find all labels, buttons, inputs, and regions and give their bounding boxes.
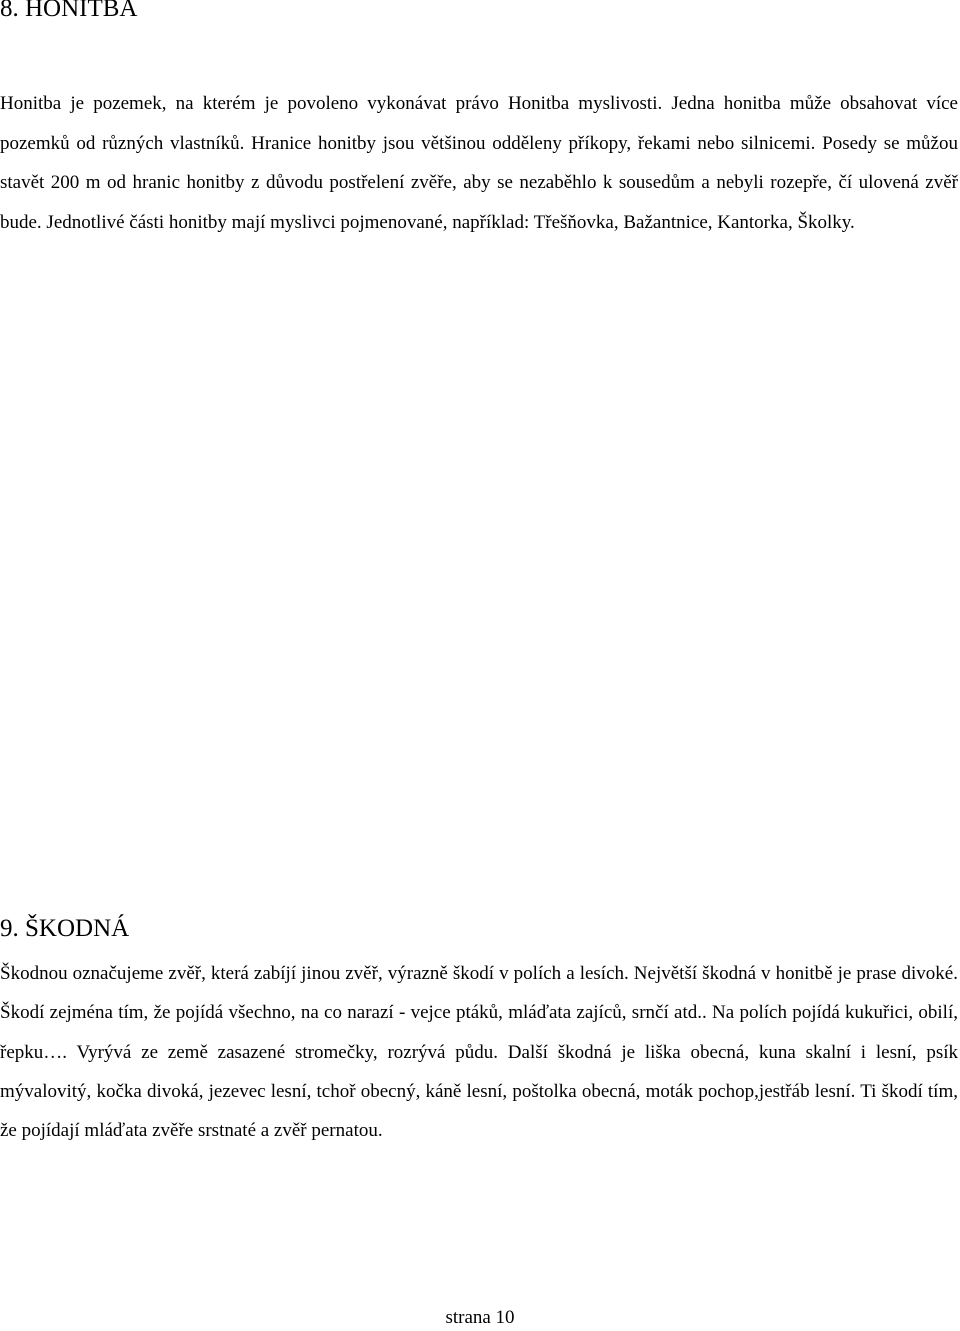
section-heading-honitba: 8. HONITBA [0, 0, 138, 22]
section-heading-skodna: 9. ŠKODNÁ [0, 915, 130, 942]
page-number: strana 10 [445, 1307, 515, 1328]
section-paragraph-honitba: Honitba je pozemek, na kterém je povoleno vykonávat právo Honitba myslivosti. Jedna honitba může obsahovat více pozemků od různých vlastníků. Hranice honitby jsou většinou odděleny příkopy, řekami nebo silnicemi. Posedy se můžou stavět 200 m od hranic honitby z důvodu postřelení zvěře, aby se nezaběhlo k sousedům a nebyli rozepře, čí ulovená zvěř bude. Jednotlivé části honitby mají myslivci pojmenované, například: Třešňovka, Bažantnice, Kantorka, Školky. [0, 93, 958, 233]
section-paragraph-skodna: Škodnou označujeme zvěř, která zabíjí jinou zvěř, výrazně škodí v polích a lesích. Největší škodná v honitbě je prase divoké. Škodí zejména tím, že pojídá všechno, na co narazí - vejce ptáků, mláďata zajíců, srnčí atd.. Na polích pojídá kukuřici, obilí, řepku…. Vyrývá ze země zasazené stromečky, rozrývá půdu. Další škodná je liška obecná, kuna skalní i lesní, psík mývalovitý, kočka divoká, jezevec lesní, tchoř obecný, káně lesní, poštolka obecná, moták pochop,jestřáb lesní. Ti škodí tím, že pojídají mláďata zvěře srstnaté a zvěř pernatou. [0, 963, 958, 1142]
